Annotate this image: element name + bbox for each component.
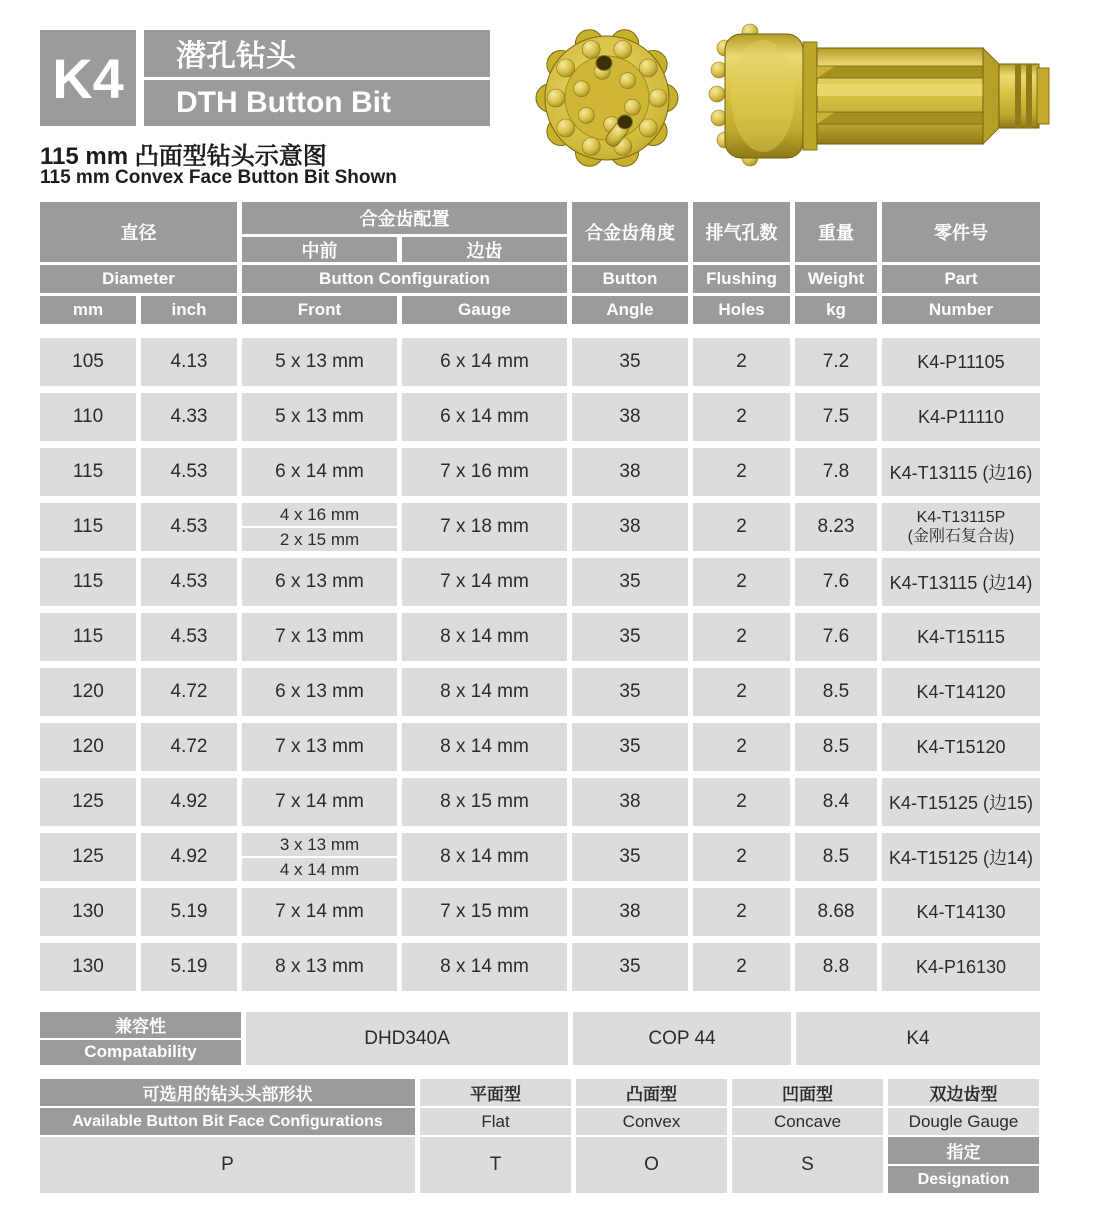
col-header-front-en: Front <box>242 296 397 324</box>
cell-part-number: K4-T15120 <box>882 723 1040 771</box>
spec-row <box>40 943 1040 991</box>
face-shape-zh: 双边齿型 <box>888 1079 1039 1106</box>
face-config-table <box>40 1079 1039 1193</box>
col-header-mm: mm <box>40 296 136 324</box>
cell-front: 5 x 13 mm <box>242 338 397 386</box>
compatibility-header <box>40 1012 241 1065</box>
cell-front-top: 4 x 16 mm <box>242 503 397 528</box>
col-header-inch: inch <box>141 296 237 324</box>
cell-holes: 2 <box>693 778 790 826</box>
cell-inch: 4.13 <box>141 338 237 386</box>
cell-part-number: K4-P16130 <box>882 943 1040 991</box>
spec-row <box>40 888 1040 936</box>
cell-weight: 8.4 <box>795 778 877 826</box>
col-header-config-zh: 合金齿配置 <box>242 202 567 234</box>
designation-code: P <box>40 1137 415 1193</box>
cell-mm: 120 <box>40 668 136 716</box>
cell-part-number: K4-T13115 (边14) <box>882 558 1040 606</box>
cell-weight: 8.23 <box>795 503 877 551</box>
col-header-part-en2: Number <box>882 296 1040 324</box>
cell-front: 7 x 13 mm <box>242 613 397 661</box>
cell-mm: 115 <box>40 448 136 496</box>
cell-front: 6 x 13 mm <box>242 668 397 716</box>
cell-inch: 4.53 <box>141 613 237 661</box>
spec-table-header <box>40 202 1040 324</box>
compatibility-value: K4 <box>796 1012 1040 1065</box>
spec-row <box>40 833 1040 881</box>
cell-angle: 38 <box>572 448 688 496</box>
cell-mm: 115 <box>40 558 136 606</box>
cell-weight: 7.8 <box>795 448 877 496</box>
cell-weight: 8.5 <box>795 668 877 716</box>
bit-face-view-image <box>536 30 678 166</box>
cell-gauge: 8 x 14 mm <box>402 833 567 881</box>
face-shape-label-zh: 可选用的钻头头部形状 <box>40 1079 415 1106</box>
cell-mm: 130 <box>40 888 136 936</box>
col-header-flushing-en2: Holes <box>693 296 790 324</box>
col-header-diameter-en: Diameter <box>40 265 237 293</box>
title-block <box>144 30 490 126</box>
cell-angle: 35 <box>572 613 688 661</box>
compatibility-label-en: Compatability <box>84 1042 197 1062</box>
part-line1: K4-T13115P <box>916 508 1006 526</box>
col-header-config-en: Button Configuration <box>242 265 567 293</box>
designation-code: T <box>420 1137 571 1193</box>
cell-holes: 2 <box>693 448 790 496</box>
cell-part-number: K4-T14120 <box>882 668 1040 716</box>
cell-angle: 38 <box>572 503 688 551</box>
cell-inch: 4.92 <box>141 778 237 826</box>
drill-bit-illustration <box>525 8 1065 186</box>
cell-gauge: 7 x 15 mm <box>402 888 567 936</box>
col-header-weight-en2: kg <box>795 296 877 324</box>
cell-front: 7 x 14 mm <box>242 888 397 936</box>
cell-holes: 2 <box>693 613 790 661</box>
compatibility-value: DHD340A <box>246 1012 568 1065</box>
cell-holes: 2 <box>693 558 790 606</box>
spec-row <box>40 613 1040 661</box>
designation-label-en: Designation <box>888 1166 1039 1193</box>
col-header-part-en1: Part <box>882 265 1040 293</box>
designation-code: O <box>576 1137 727 1193</box>
cell-part-number <box>882 503 1040 551</box>
spec-row <box>40 393 1040 441</box>
cell-holes: 2 <box>693 393 790 441</box>
cell-gauge: 7 x 18 mm <box>402 503 567 551</box>
cell-front-bottom: 2 x 15 mm <box>279 529 360 549</box>
cell-inch: 4.53 <box>141 558 237 606</box>
cell-gauge: 8 x 14 mm <box>402 723 567 771</box>
col-header-part-zh: 零件号 <box>882 202 1040 262</box>
cell-holes: 2 <box>693 888 790 936</box>
spec-row <box>40 723 1040 771</box>
col-header-flushing-en1: Flushing <box>693 265 790 293</box>
cell-part-number: K4-P11110 <box>882 393 1040 441</box>
col-header-diameter-zh: 直径 <box>40 202 237 262</box>
spec-row <box>40 503 1040 551</box>
title-chinese: 潜孔钻头 <box>144 30 490 77</box>
cell-angle: 38 <box>572 888 688 936</box>
cell-inch: 5.19 <box>141 888 237 936</box>
cell-mm: 130 <box>40 943 136 991</box>
designation-code: S <box>732 1137 883 1193</box>
cell-front-bottom: 4 x 14 mm <box>279 859 360 879</box>
spec-row <box>40 448 1040 496</box>
spec-row <box>40 338 1040 386</box>
face-shape-en: Convex <box>576 1108 727 1135</box>
compatibility-value: COP 44 <box>573 1012 791 1065</box>
cell-front-split <box>242 503 397 551</box>
title-english: DTH Button Bit <box>144 80 490 127</box>
model-badge: K4 <box>40 30 136 126</box>
cell-mm: 125 <box>40 778 136 826</box>
cell-gauge: 6 x 14 mm <box>402 393 567 441</box>
cell-inch: 4.72 <box>141 723 237 771</box>
col-header-angle-zh: 合金齿角度 <box>572 202 688 262</box>
face-shape-zh: 平面型 <box>420 1079 571 1106</box>
spec-table-body <box>40 338 1040 998</box>
cell-inch: 4.53 <box>141 448 237 496</box>
cell-holes: 2 <box>693 723 790 771</box>
spec-row <box>40 558 1040 606</box>
cell-angle: 35 <box>572 943 688 991</box>
cell-mm: 120 <box>40 723 136 771</box>
cell-gauge: 7 x 16 mm <box>402 448 567 496</box>
cell-inch: 4.72 <box>141 668 237 716</box>
face-shape-en: Concave <box>732 1108 883 1135</box>
designation-label-zh: 指定 <box>888 1137 1039 1164</box>
face-shape-zh: 凸面型 <box>576 1079 727 1106</box>
face-shape-label-en: Available Button Bit Face Configurations <box>40 1108 415 1135</box>
cell-weight: 8.8 <box>795 943 877 991</box>
cell-part-number: K4-T15125 (边15) <box>882 778 1040 826</box>
col-header-gauge-en: Gauge <box>402 296 567 324</box>
cell-angle: 35 <box>572 668 688 716</box>
col-header-weight-zh: 重量 <box>795 202 877 262</box>
cell-mm: 125 <box>40 833 136 881</box>
cell-holes: 2 <box>693 503 790 551</box>
cell-inch: 4.33 <box>141 393 237 441</box>
face-shape-en: Flat <box>420 1108 571 1135</box>
col-header-weight-en1: Weight <box>795 265 877 293</box>
cell-gauge: 6 x 14 mm <box>402 338 567 386</box>
col-header-flushing-zh: 排气孔数 <box>693 202 790 262</box>
cell-angle: 38 <box>572 393 688 441</box>
caption-english: 115 mm Convex Face Button Bit Shown <box>40 167 397 188</box>
compatibility-label-zh: 兼容性 <box>40 1012 241 1040</box>
cell-holes: 2 <box>693 338 790 386</box>
cell-mm: 110 <box>40 393 136 441</box>
cell-weight: 8.5 <box>795 723 877 771</box>
cell-front: 6 x 14 mm <box>242 448 397 496</box>
cell-angle: 35 <box>572 558 688 606</box>
cell-gauge: 8 x 14 mm <box>402 943 567 991</box>
cell-front: 8 x 13 mm <box>242 943 397 991</box>
cell-gauge: 8 x 14 mm <box>402 668 567 716</box>
cell-gauge: 7 x 14 mm <box>402 558 567 606</box>
part-line2: (金刚石复合齿) <box>907 528 1015 545</box>
cell-front: 5 x 13 mm <box>242 393 397 441</box>
cell-angle: 35 <box>572 338 688 386</box>
cell-holes: 2 <box>693 668 790 716</box>
cell-gauge: 8 x 14 mm <box>402 613 567 661</box>
cell-weight: 7.5 <box>795 393 877 441</box>
cell-front-split <box>242 833 397 881</box>
cell-angle: 35 <box>572 723 688 771</box>
face-shape-zh: 凹面型 <box>732 1079 883 1106</box>
col-header-angle-en1: Button <box>572 265 688 293</box>
compatibility-table <box>40 1012 1040 1065</box>
cell-front: 7 x 14 mm <box>242 778 397 826</box>
cell-part-number: K4-T13115 (边16) <box>882 448 1040 496</box>
cell-weight: 7.6 <box>795 558 877 606</box>
cell-front: 7 x 13 mm <box>242 723 397 771</box>
cell-mm: 115 <box>40 503 136 551</box>
cell-holes: 2 <box>693 943 790 991</box>
cell-part-number: K4-P11105 <box>882 338 1040 386</box>
cell-weight: 7.2 <box>795 338 877 386</box>
cell-holes: 2 <box>693 833 790 881</box>
cell-part-number: K4-T15125 (边14) <box>882 833 1040 881</box>
cell-front-top: 3 x 13 mm <box>242 833 397 858</box>
cell-front: 6 x 13 mm <box>242 558 397 606</box>
cell-part-number: K4-T14130 <box>882 888 1040 936</box>
cell-weight: 7.6 <box>795 613 877 661</box>
cell-weight: 8.68 <box>795 888 877 936</box>
cell-mm: 105 <box>40 338 136 386</box>
bit-side-view-image <box>709 24 1049 166</box>
cell-inch: 4.92 <box>141 833 237 881</box>
cell-angle: 38 <box>572 778 688 826</box>
cell-angle: 35 <box>572 833 688 881</box>
cell-gauge: 8 x 15 mm <box>402 778 567 826</box>
col-header-gauge-zh: 边齿 <box>402 237 567 262</box>
cell-inch: 5.19 <box>141 943 237 991</box>
col-header-angle-en2: Angle <box>572 296 688 324</box>
spec-row <box>40 778 1040 826</box>
spec-row <box>40 668 1040 716</box>
face-shape-en: Dougle Gauge <box>888 1108 1039 1135</box>
caption-chinese: 115 mm 凸面型钻头示意图 <box>40 143 327 170</box>
col-header-front-zh: 中前 <box>242 237 397 262</box>
cell-part-number: K4-T15115 <box>882 613 1040 661</box>
cell-mm: 115 <box>40 613 136 661</box>
cell-weight: 8.5 <box>795 833 877 881</box>
cell-inch: 4.53 <box>141 503 237 551</box>
